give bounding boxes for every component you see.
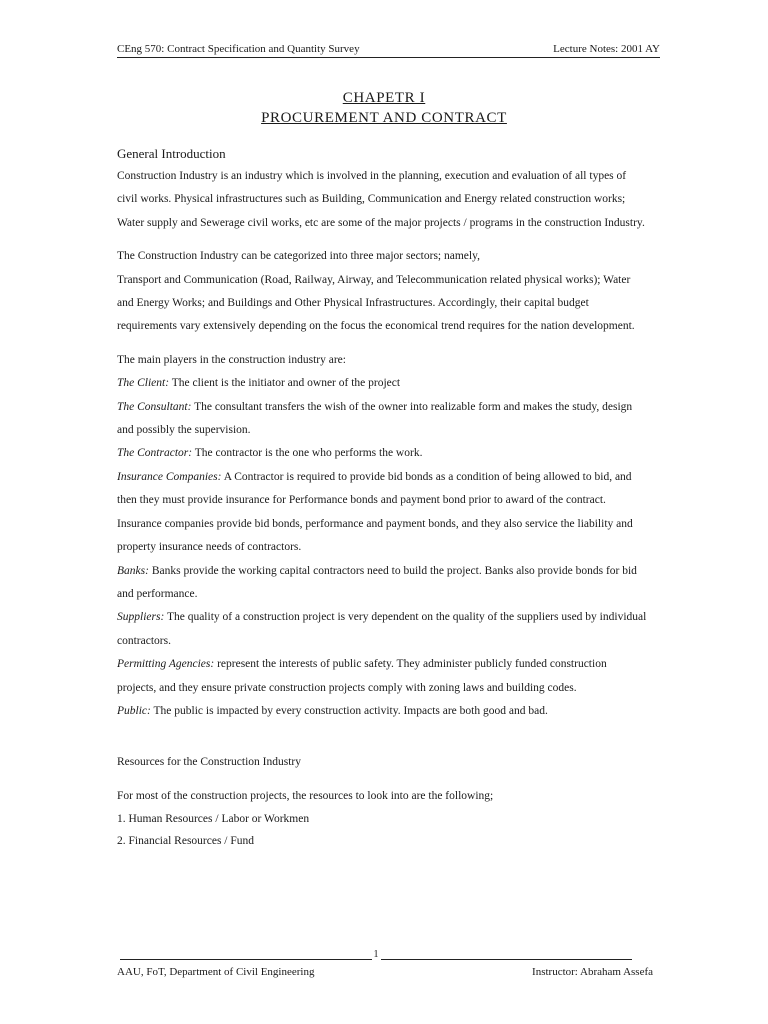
player-banks	[117, 560, 647, 607]
player-term: Public:	[117, 704, 151, 717]
player-term: Insurance Companies:	[117, 470, 222, 483]
player-contractor	[117, 442, 647, 465]
footer-instructor: Instructor: Abraham Assefa	[532, 966, 653, 978]
chapter-name: PROCUREMENT AND CONTRACT	[261, 110, 507, 126]
header-course: CEng 570: Contract Specification and Quantity Survey	[117, 43, 360, 55]
paragraph-construction-industry: Construction Industry is an industry which is involved in the planning, execution and evaluation of all types of civil works. Physical infrastructures such as Building, Communication and Energy related construction works; Water supply and Sewerage civil works, etc are some of the major projects / programs in the construction Industry.	[117, 170, 645, 229]
player-description: The consultant transfers the wish of the owner into realizable form and makes the study, design and possibly the supervision.	[117, 400, 633, 437]
footer-rule	[120, 950, 632, 960]
footer-divider	[120, 951, 372, 960]
player-term: Banks:	[117, 564, 149, 577]
page-footer	[117, 966, 653, 978]
footer-department: AAU, FoT, Department of Civil Engineering	[117, 966, 315, 978]
player-description: The contractor is the one who performs the work.	[192, 447, 423, 460]
player-suppliers	[117, 606, 647, 653]
player-consultant	[117, 396, 647, 443]
page-body	[117, 143, 647, 852]
player-description: Banks provide the working capital contractors need to build the project. Banks also provide bonds for bid and performance.	[117, 564, 637, 600]
player-client	[117, 372, 647, 395]
player-term: Permitting Agencies:	[117, 658, 215, 671]
header-lecture-notes: Lecture Notes: 2001 AY	[553, 43, 660, 55]
player-term: The Consultant:	[117, 400, 192, 413]
paragraph-sectors: Transport and Communication (Road, Railway, Airway, and Telecommunication related physical works); Water and Energy Works; and Buildings and Other Physical Infrastructures. Accordingly, their capital budget requirements vary extensively depending on the focus the economical trend requires for the nation development.	[117, 273, 635, 333]
heading-general-introduction: General Introduction	[117, 146, 226, 161]
resources-intro: For most of the construction projects, the resources to look into are the following;	[117, 789, 494, 802]
page-number: 1	[373, 949, 379, 960]
footer-divider	[381, 951, 633, 960]
player-description: represent the interests of public safety. They administer publicly funded construction projects, and they ensure private construction projects comply with zoning laws and building codes.	[117, 658, 607, 694]
player-description: The client is the initiator and owner of the project	[169, 377, 401, 390]
player-term: The Client:	[117, 377, 170, 390]
player-description: The quality of a construction project is very dependent on the quality of the suppliers used by individual contractors.	[117, 611, 647, 647]
player-term: Suppliers:	[117, 611, 165, 624]
chapter-number: CHAPETR I	[342, 90, 426, 106]
players-intro: The main players in the construction industry are:	[117, 353, 346, 366]
list-item: 2. Financial Resources / Fund	[117, 835, 255, 848]
player-permitting-agencies	[117, 653, 647, 700]
page-header	[117, 42, 660, 58]
player-description: The public is impacted by every construction activity. Impacts are both good and bad.	[150, 704, 548, 717]
chapter-title	[0, 88, 768, 128]
player-public	[117, 700, 647, 723]
heading-resources: Resources for the Construction Industry	[117, 756, 301, 769]
list-item: 1. Human Resources / Labor or Workmen	[117, 813, 310, 826]
player-insurance-companies	[117, 466, 647, 560]
paragraph-sectors-intro: The Construction Industry can be categorized into three major sectors; namely,	[117, 250, 480, 263]
player-term: The Contractor:	[117, 447, 193, 460]
player-description: A Contractor is required to provide bid bonds as a condition of being allowed to bid, and then they must provide insurance for Performance bonds and payment bond prior to award of the contract. Insurance companies provide bid bonds, performance and payment bonds, and they also service the liability and property insurance needs of contractors.	[117, 470, 633, 554]
